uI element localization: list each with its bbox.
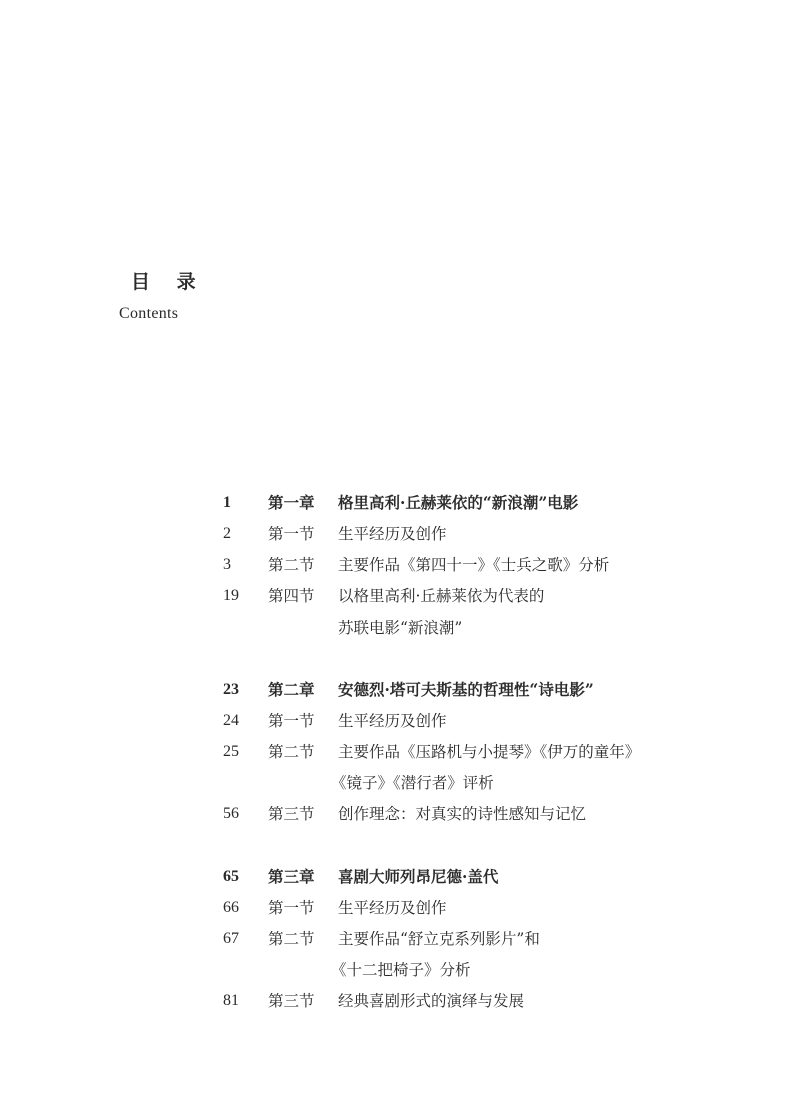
toc-section-title: 生平经历及创作	[338, 525, 447, 543]
toc-page-number: 24	[223, 712, 239, 729]
page-subtitle: Contents	[119, 305, 179, 322]
toc-page-number: 19	[223, 587, 239, 604]
toc-chapter-title: 格里高利·丘赫莱依的“新浪潮”电影	[338, 493, 579, 512]
toc-section-title-continued: 苏联电影“新浪潮”	[338, 619, 463, 637]
toc-section-title: 创作理念：对真实的诗性感知与记忆	[338, 805, 587, 823]
toc-section-label: 第一节	[268, 899, 315, 917]
toc-section-continued	[0, 616, 800, 640]
toc-section[interactable]	[0, 522, 800, 546]
toc-page-number: 81	[223, 992, 239, 1009]
toc-section[interactable]	[0, 553, 800, 577]
toc-section-label: 第二节	[268, 556, 315, 574]
page-title: 目 录	[131, 271, 206, 293]
toc-section-title: 经典喜剧形式的演绎与发展	[338, 992, 525, 1010]
toc-section-label: 第三节	[268, 805, 315, 823]
toc-chapter-label: 第二章	[268, 680, 315, 699]
toc-section-label: 第二节	[268, 743, 315, 761]
toc-page-number: 23	[223, 681, 239, 698]
toc-chapter-label: 第三章	[268, 867, 315, 886]
toc-page-number: 25	[223, 743, 239, 760]
toc-section-continued	[0, 771, 800, 795]
toc-chapter-title: 喜剧大师列昂尼德·盖代	[338, 867, 499, 886]
toc-chapter-title: 安德烈·塔可夫斯基的哲理性“诗电影”	[338, 680, 594, 699]
toc-section[interactable]	[0, 709, 800, 733]
toc-page-number: 66	[223, 899, 239, 916]
toc-section[interactable]	[0, 802, 800, 826]
toc-section-title-continued: 《十二把椅子》分析	[331, 961, 471, 979]
toc-section-label: 第一节	[268, 712, 315, 730]
toc-section-title: 生平经历及创作	[338, 712, 447, 730]
toc-section-title: 主要作品《压路机与小提琴》《伊万的童年》	[338, 743, 641, 761]
toc-section[interactable]	[0, 584, 800, 608]
toc-section[interactable]	[0, 896, 800, 920]
toc-page-number: 56	[223, 805, 239, 822]
toc-section-label: 第四节	[268, 587, 315, 605]
toc-section-title-continued: 《镜子》《潜行者》评析	[331, 774, 494, 792]
toc-section-title: 主要作品“舒立克系列影片”和	[338, 930, 540, 948]
toc-page-number: 65	[223, 868, 239, 885]
toc-chapter-3[interactable]	[0, 865, 800, 889]
toc-page-number: 2	[223, 525, 231, 542]
toc-chapter-2[interactable]	[0, 678, 800, 702]
toc-section-continued	[0, 958, 800, 982]
toc-section-title: 主要作品《第四十一》《士兵之歌》分析	[338, 556, 610, 574]
toc-page-number: 3	[223, 556, 231, 573]
toc-section-title: 生平经历及创作	[338, 899, 447, 917]
toc-section-label: 第一节	[268, 525, 315, 543]
toc-page-number: 67	[223, 930, 239, 947]
toc-section[interactable]	[0, 740, 800, 764]
toc-section-label: 第二节	[268, 930, 315, 948]
toc-chapter-label: 第一章	[268, 493, 315, 512]
toc-section-label: 第三节	[268, 992, 315, 1010]
toc-page-number: 1	[223, 494, 231, 511]
toc-section-title: 以格里高利·丘赫莱依为代表的	[338, 587, 545, 605]
toc-section[interactable]	[0, 989, 800, 1013]
toc-chapter-1[interactable]	[0, 491, 800, 515]
toc-section[interactable]	[0, 927, 800, 951]
